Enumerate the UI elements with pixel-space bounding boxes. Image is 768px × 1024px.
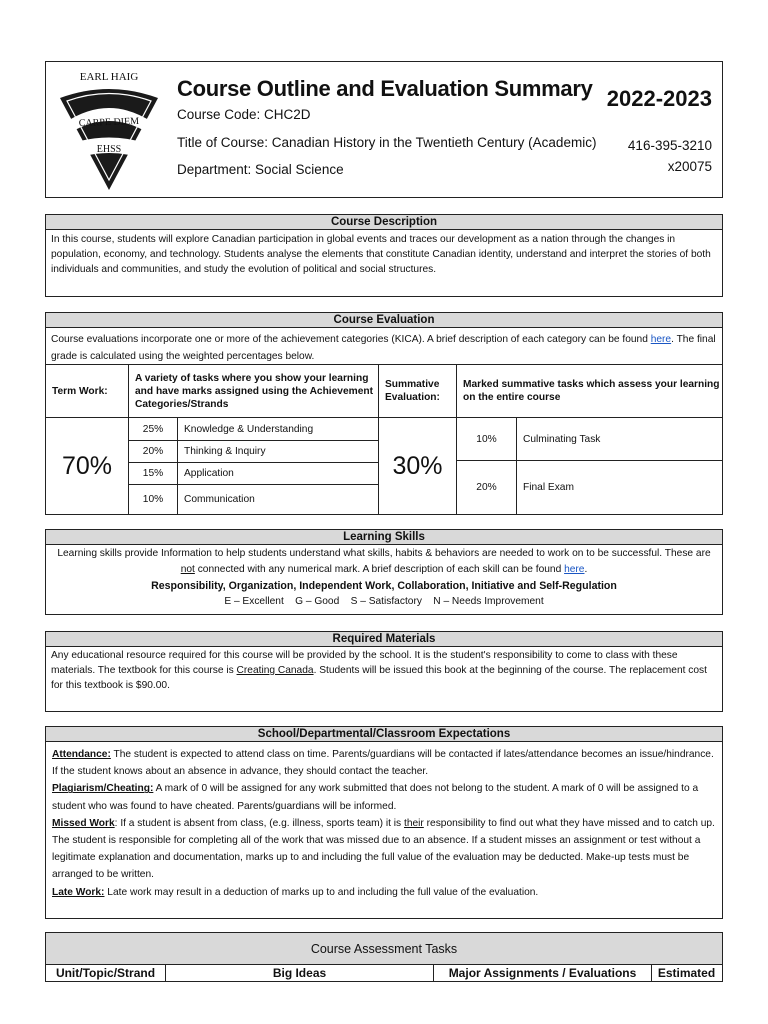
course-code: Course Code: CHC2D [177,107,311,122]
term-work-total: 70% [46,418,129,514]
category-pct: 15% [129,463,178,485]
header-box [45,61,723,198]
logo-school-abbr: EHSS [96,144,122,155]
materials-text-start: Any educational resource required for this course will be provided by the school. It is the student's responsibility to come to class with these materials. The textbook for this course is [51,650,678,676]
assessment-tasks-header-row [46,965,722,981]
learning-skills-list: Responsibility, Organization, Independent Work, Collaboration, Initiative and Self-Regulation [151,580,617,592]
learning-skills-scale: E – Excellent G – Good S – Satisfactory N – Needs Improvement [224,596,544,607]
missed-work-label: Missed Work [52,817,115,829]
summative-label: Summative Evaluation: [379,365,457,418]
column-header: Big Ideas [166,965,434,981]
learning-skills-line2-text: connected with any numerical mark. A brief description of each skill can be found [194,564,565,575]
phone-extension: x20075 [667,159,712,174]
course-description-text: In this course, students will explore Canadian participation in global events and traces our development as a nation through the changes in population, economy, and technology. Students analyse the elements that constitute Canadian identity, understand and interpret the stories of both individuals and communities, and study the evolution of political and social structures. [51,234,711,275]
learning-skills-body [46,545,722,611]
missed-work-paragraph [52,815,716,884]
course-evaluation-section [45,312,723,515]
expectations-heading: School/Departmental/Classroom Expectations [46,727,722,742]
category-pct: 25% [129,418,178,441]
category-name: Thinking & Inquiry [178,441,379,463]
textbook-title: Creating Canada [236,665,314,676]
materials-text-end: . Students will be issued this book at the beginning of the course. The replacement cost for this textbook is $90.00. [51,665,707,691]
course-evaluation-heading: Course Evaluation [46,313,722,328]
course-description-section [45,214,723,297]
category-name: Application [178,463,379,485]
evaluation-intro-end: . The final grade is calculated using the weighted percentages below. [51,334,716,362]
category-pct: 20% [129,441,178,463]
required-materials-section [45,631,723,712]
evaluation-grid [46,364,722,514]
missed-work-text-1: : If a student is absent from class, (e.g. illness, sports team) it is [114,817,404,829]
summative-task-pct: 20% [457,461,517,514]
late-work-text: Late work may result in a deduction of marks up to and including the full value of the evaluation. [104,886,539,898]
column-header: Unit/Topic/Strand [46,965,166,981]
course-description-heading: Course Description [46,215,722,230]
logo-school-name: EARL HAIG [79,71,139,83]
missed-work-text-2: responsibility to find out what they have missed and to catch up. The student is responsible for completing all of the work that was missed due to an absence. If a student misses an assignment or test without a legitimate explanation and documentation, marks up to and including the full value of the evaluation may be deducted. Make-up tests must be arranged to be written. [52,817,715,881]
plagiarism-label: Plagiarism/Cheating: [52,783,154,795]
learning-skills-section [45,529,723,615]
contact-phone [628,135,712,177]
expectations-body [46,742,722,905]
column-header: Major Assignments / Evaluations [434,965,652,981]
expectations-section [45,726,723,919]
evaluation-intro-text: Course evaluations incorporate one or more of the achievement categories (KICA). A brief description of each category can be found [51,334,651,345]
department: Department: Social Science [177,162,344,177]
school-crest-logo [54,68,164,193]
plagiarism-text: A mark of 0 will be assigned for any work submitted that does not belong to the student. A mark of 0 will be assigned to a student who was found to have cheated. Parents/guardians will be informed. [52,783,699,812]
column-header: Estimated [657,966,716,980]
attendance-label: Attendance: [52,749,111,760]
summative-description: Marked summative tasks which assess your learning on the entire course [457,365,722,418]
assessment-tasks-table [45,932,723,982]
summative-task-pct: 10% [457,418,517,461]
course-title: Title of Course: Canadian History in the Twentieth Century (Academic) [177,135,597,150]
required-materials-heading: Required Materials [46,632,722,647]
learning-skills-line1: Learning skills provide Information to help students understand what skills, habits & behaviors are needed to work on to be successful. These are [57,548,711,559]
course-evaluation-intro [46,328,722,364]
learning-skills-link[interactable]: here [564,564,585,575]
learning-skills-heading: Learning Skills [46,530,722,545]
category-name: Communication [178,485,379,514]
logo-motto: CARPE DIEM [78,115,140,130]
summative-task-name: Culminating Task [517,418,722,461]
plagiarism-paragraph [52,780,716,814]
attendance-paragraph [52,746,716,780]
assessment-tasks-heading: Course Assessment Tasks [46,933,722,965]
page-title: Course Outline and Evaluation Summary [177,76,593,101]
category-pct: 10% [129,485,178,514]
summative-total: 30% [379,418,457,514]
late-work-label: Late Work: [52,886,105,898]
their-word: their [403,817,424,829]
summative-task-name: Final Exam [523,482,574,493]
not-word: not [180,564,195,575]
learning-skills-line2-end: . [584,564,588,575]
phone-number: 416-395-3210 [627,138,712,153]
required-materials-text [46,647,722,694]
attendance-text: The student is expected to attend class on time. Parents/guardians will be contacted if lates/attendance becomes an issue/hindrance. If the student knows about an absence in advance, they should contact the teacher. [52,749,714,778]
school-year: 2022-2023 [606,86,712,111]
kica-link[interactable]: here [650,334,672,345]
term-work-label: Term Work: [46,365,129,418]
term-work-description: A variety of tasks where you show your learning and have marks assigned using the Achievement Categories/Strands [129,365,379,418]
late-work-paragraph [52,884,716,901]
learning-skills-line2 [49,562,719,578]
category-name: Knowledge & Understanding [178,418,379,441]
